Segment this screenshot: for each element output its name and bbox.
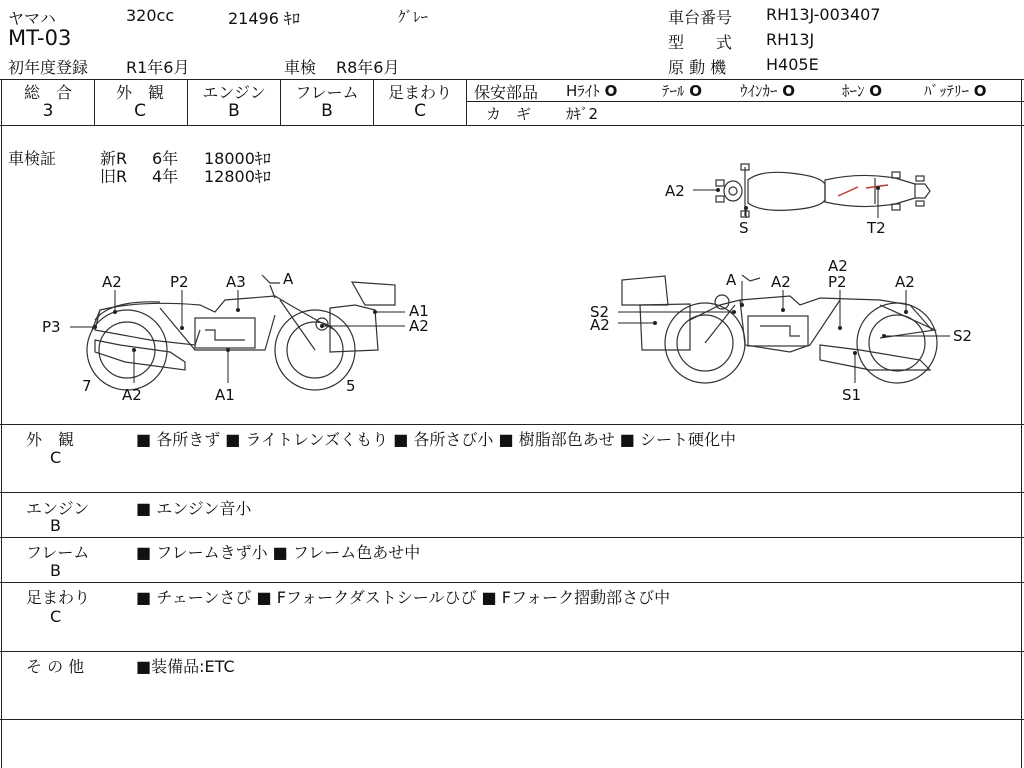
first-reg-value: R1年6月 [126,58,190,77]
damage-label: A2 [409,317,429,335]
inspection-label: 車検証 [8,149,57,168]
remark-frame-grade: B [50,561,61,580]
first-reg-label: 初年度登録 [8,58,89,77]
remark-exterior-text: ■ 各所きず ■ ライトレンズくもり ■ 各所さび小 ■ 樹脂部色あせ ■ シート硬化中 [136,430,737,449]
remark-suspension-cat: 足まわり [26,588,91,607]
remark-exterior-grade: C [50,448,62,467]
damage-label: P2 [828,273,847,291]
damage-label: T2 [867,219,886,237]
damage-label: S2 [590,303,610,321]
inspection-new-year: 6年 [152,149,179,168]
damage-label: A2 [771,273,791,291]
displacement: 320cc [126,6,175,25]
top-view-bike [716,164,930,217]
key-label: カ ギ [486,105,532,123]
overall-grade: 3 [42,101,54,121]
safety-label: 保安部品 [474,83,539,102]
damage-label: P2 [170,273,189,291]
inspection-old-year: 4年 [152,167,179,186]
damage-label: 7 [82,377,92,395]
scratch-marks [838,185,888,196]
safety-item-battery: ﾊﾞｯﾃﾘｰ O [924,82,987,100]
damage-label: A2 [828,257,848,275]
engine-code-value: H405E [766,55,819,74]
remark-frame-text: ■ フレームきず小 ■ フレーム色あせ中 [136,543,421,562]
safety-item-headlight: Hﾗｲﾄ O [566,82,618,100]
damage-label: A1 [215,386,235,404]
right-side-bike [622,275,937,383]
shaken-label: 車検 [284,58,317,77]
engine-code-label: 原 動 機 [668,58,727,77]
damage-label: 5 [346,377,356,395]
inspection-new-km: 18000ｷﾛ [204,149,271,168]
damage-label: A3 [226,273,246,291]
damage-label: S [739,219,749,237]
exterior-grade: C [134,101,146,121]
damage-label: A2 [590,316,610,334]
overall-label: 総 合 [23,83,72,102]
suspension-label: 足まわり [387,83,452,102]
engine-grade: B [228,101,240,121]
damage-label: A [726,271,737,289]
remark-exterior-cat: 外 観 [26,430,75,449]
engine-label: エンジン [202,83,266,102]
damage-label: A1 [409,302,429,320]
remark-frame-cat: フレーム [26,543,90,562]
left-side-bike [87,275,395,390]
damage-label: A [283,270,294,288]
damage-label: A2 [665,182,685,200]
remark-engine-text: ■ エンジン音小 [136,499,252,518]
remark-engine-cat: エンジン [26,499,90,518]
remark-engine-grade: B [50,516,61,535]
key-value: ｶｷﾞ2 [566,105,599,123]
damage-diagram [0,126,1024,424]
model-code-label: 型 式 [668,33,733,52]
inspection-old-kind: 旧R [100,167,128,186]
damage-label: S1 [842,386,862,404]
frame-grade: B [321,101,333,121]
frame-label: フレーム [295,83,359,102]
inspection-old-km: 12800ｷﾛ [204,167,271,186]
shaken-value: R8年6月 [336,58,400,77]
remark-suspension-text: ■ チェーンさび ■ Fフォークダストシールひび ■ Fフォーク摺動部さび中 [136,588,671,607]
damage-label: P3 [42,318,61,336]
mileage: 21496 ｷﾛ [228,9,300,28]
safety-item-tail: ﾃｰﾙ O [662,82,703,100]
remark-suspension-grade: C [50,607,62,626]
maker: ヤマハ [8,9,56,28]
damage-label: A2 [102,273,122,291]
safety-item-winker: ｳｲﾝｶｰ O [740,82,796,100]
damage-label: A2 [122,386,142,404]
inspection-new-kind: 新R [100,149,128,168]
frame-no-label: 車台番号 [668,8,733,27]
exterior-label: 外 観 [115,83,164,102]
safety-item-horn: ﾎｰﾝ O [842,82,883,100]
model-code-value: RH13J [766,30,815,49]
frame-no-value: RH13J-003407 [766,5,881,24]
damage-label: S2 [953,327,973,345]
suspension-grade: C [414,101,426,121]
remark-other-cat: そ の 他 [26,657,85,676]
color: ｸﾞﾚｰ [398,8,429,26]
remark-other-text: ■装備品:ETC [136,657,235,676]
damage-label: A2 [895,273,915,291]
model-name: MT-03 [8,26,72,50]
